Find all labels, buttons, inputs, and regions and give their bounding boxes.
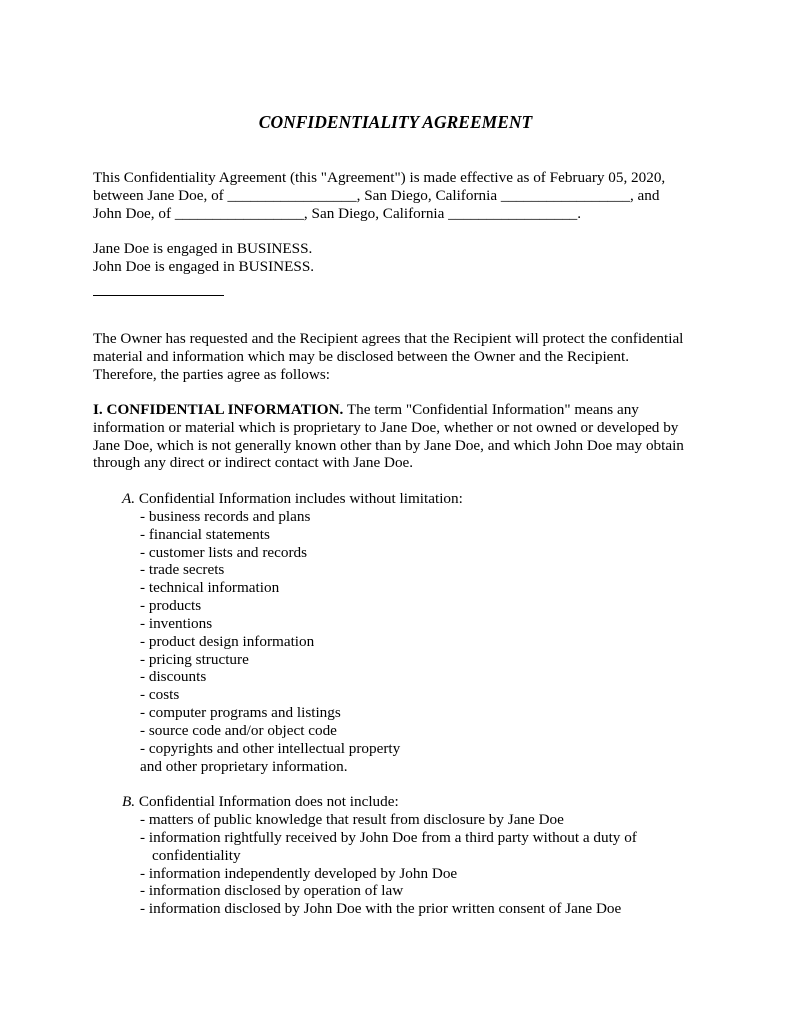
recital-line: Therefore, the parties agree as follows: bbox=[93, 365, 330, 383]
list-item: - information rightfully received by John Doe from a third party without a duty of bbox=[140, 829, 637, 846]
list-item: - source code and/or object code bbox=[140, 722, 337, 739]
recital-paragraph bbox=[93, 330, 713, 383]
subsection-label: A. bbox=[122, 490, 136, 507]
engaged-line: Jane Doe is engaged in BUSINESS. bbox=[93, 240, 313, 257]
subsection-label: B. bbox=[122, 793, 136, 810]
recital-line: material and information which may be disclosed between the Owner and the Recipient. bbox=[93, 347, 630, 365]
subsection-text: Confidential Information includes without limitation: bbox=[135, 490, 463, 507]
list-item: - copyrights and other intellectual property bbox=[140, 740, 401, 757]
list-item: - matters of public knowledge that result from disclosure by Jane Doe bbox=[140, 811, 564, 828]
list-item: - inventions bbox=[140, 615, 213, 632]
list-item: - technical information bbox=[140, 579, 280, 596]
section-confidential-information bbox=[93, 401, 713, 472]
recital-line: The Owner has requested and the Recipient agrees that the Recipient will protect the confidential bbox=[93, 330, 684, 347]
section-text: The term "Confidential Information" means any bbox=[343, 401, 639, 418]
subsection-a-heading bbox=[122, 490, 463, 508]
intro-line: John Doe, of _________________, San Diego, California _________________. bbox=[93, 204, 582, 222]
subsection-text: Confidential Information does not include: bbox=[135, 793, 399, 810]
subsection-b-heading bbox=[122, 793, 399, 811]
list-item: - trade secrets bbox=[140, 561, 225, 578]
section-line bbox=[93, 401, 713, 419]
page-title: CONFIDENTIALITY AGREEMENT bbox=[258, 112, 533, 132]
list-closing: and other proprietary information. bbox=[140, 758, 348, 775]
intro-paragraph bbox=[93, 169, 713, 222]
list-item: - pricing structure bbox=[140, 651, 249, 668]
list-item: - information disclosed by John Doe with the prior written consent of Jane Doe bbox=[140, 900, 622, 917]
list-item: - information disclosed by operation of law bbox=[140, 882, 404, 899]
blank-signature-line bbox=[93, 295, 224, 296]
section-heading: I. CONFIDENTIAL INFORMATION. bbox=[93, 401, 344, 418]
list-item: - discounts bbox=[140, 668, 207, 685]
section-line: Jane Doe, which is not generally known other than by Jane Doe, and which John Doe may obtain bbox=[93, 436, 684, 454]
list-item-continuation: confidentiality bbox=[152, 847, 241, 864]
list-item: - financial statements bbox=[140, 526, 270, 543]
list-item: - information independently developed by John Doe bbox=[140, 865, 458, 882]
list-item: - products bbox=[140, 597, 202, 614]
section-line: information or material which is proprietary to Jane Doe, whether or not owned or developed by bbox=[93, 418, 679, 436]
intro-line: between Jane Doe, of _________________, San Diego, California _________________, and bbox=[93, 186, 660, 204]
list-item: - customer lists and records bbox=[140, 544, 308, 561]
engaged-line: John Doe is engaged in BUSINESS. bbox=[93, 257, 315, 275]
section-line: through any direct or indirect contact with Jane Doe. bbox=[93, 454, 414, 472]
intro-line: This Confidentiality Agreement (this "Agreement") is made effective as of February 05, 2020, bbox=[93, 169, 666, 186]
list-item: - computer programs and listings bbox=[140, 704, 341, 721]
list-item: - business records and plans bbox=[140, 508, 311, 525]
list-item: - product design information bbox=[140, 633, 315, 650]
list-item: - costs bbox=[140, 686, 180, 703]
engaged-paragraph bbox=[93, 240, 713, 276]
